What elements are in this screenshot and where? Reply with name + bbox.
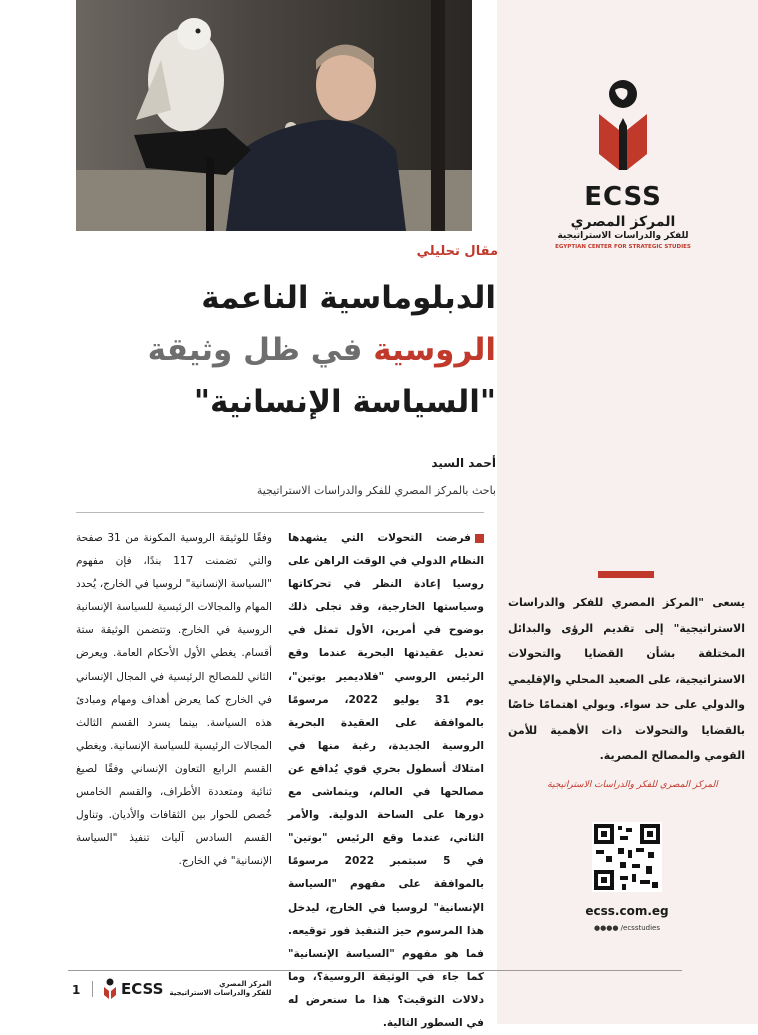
title-grey-words: في ظل وثيقة bbox=[147, 332, 363, 368]
footer-logo-icon bbox=[103, 978, 117, 1000]
author-name: أحمد السيد bbox=[431, 456, 496, 470]
logo-arabic-sub: للفكر والدراسات الاستراتيجية bbox=[557, 231, 689, 241]
footer-logo-arabic bbox=[169, 980, 271, 998]
logo-arabic-name: المركز المصري bbox=[570, 214, 676, 230]
logo-english-name: EGYPTIAN CENTER FOR STRATEGIC STUDIES bbox=[555, 244, 691, 250]
sidebar-accent-bar bbox=[598, 571, 654, 578]
qr-code-icon[interactable] bbox=[592, 822, 662, 892]
title-line-1: الدبلوماسية الناعمة bbox=[201, 280, 496, 316]
footer-logo bbox=[103, 975, 271, 1003]
title-line-3: "السياسة الإنسانية" bbox=[193, 384, 496, 420]
facebook-icon: ● bbox=[593, 924, 601, 932]
photo-icon bbox=[76, 0, 472, 231]
body-text-right: فرضت التحولات التي يشهدها النظام الدولي في الوقت الراهن على روسيا إعادة النظر في تحركاتها وسياستها الخارجية، وقد تجلى ذلك بوضوح في أمرين، الأول تمثل في تعديل عقيدتها البحرية عندما وقع الرئيس الروسي "فلاديمير بوتين"، يوم 31 يوليو 2022، مرسومًا بالموافقة على العقيدة البحرية الروسية الجديدة، رغبة منها في امتلاك أسطول بحري قوي يُدافع عن مصالحها في العالم، ويتماشى مع دورها على الساحة الدولية. والأمر الثاني، عندما وقع الرئيس "بوتين" في 5 سبتمبر 2022 مرسومًا بالموافقة على مفهوم "السياسة الإنسانية" لروسيا في الخارج، ليدخل هذا المرسوم حيز التنفيذ فور توقيعه. فما هو مفهوم "السياسة الإنسانية" كما جاء في الوثيقة الروسية؟، وما دلالات التوقيت؟ هذا ما سنعرض له في السطور التالية. bbox=[288, 532, 484, 1029]
sidebar-signature: المركز المصري للفكر والدراسات الاستراتيجية bbox=[547, 780, 718, 790]
logo-book-icon bbox=[593, 78, 653, 176]
footer-separator bbox=[92, 981, 93, 997]
footer-logo-ar1: المركز المصري bbox=[219, 980, 272, 988]
title-red-word: الروسية bbox=[373, 332, 496, 368]
footer-logo-ar2: للفكر والدراسات الاستراتيجية bbox=[169, 989, 272, 997]
logo-name: ECSS bbox=[584, 182, 662, 212]
youtube-icon: ● bbox=[612, 924, 619, 932]
social-handle-text: /ecsstudies bbox=[620, 924, 660, 932]
page-number: 1 bbox=[72, 983, 81, 997]
ecss-logo bbox=[548, 78, 698, 278]
article-title bbox=[116, 272, 496, 428]
article-photo bbox=[76, 0, 472, 231]
article-kicker: مقال تحليلي bbox=[416, 244, 498, 259]
divider bbox=[76, 512, 484, 513]
instagram-icon: ● bbox=[606, 924, 613, 932]
body-column-left: وفقًا للوثيقة الروسية المكونة من 31 صفحة والتي تضمنت 117 بندًا، فإن مفهوم "السياسة الإنسانية" لروسيا في الخارج، يُحدد المهام والمجالات الرئيسية للسياسة الإنسانية الروسية في الخارج. وتتضمن الوثيقة ستة أقسام. يغطي الأول الأحكام العامة. ويعرض الثاني للمصالح الرئيسية في المجال الإنساني في الخارج كما يعرض أهداف ومهام ومبادئ هذه السياسة. بينما يسرد القسم الثالث المجالات الرئيسية للسياسة الإنسانية. ويغطي القسم الرابع التعاون الإنساني وفقًا لصيغ ثنائية ومتعددة الأطراف، والقسم الخامس خُصص للحوار بين الثقافات والأديان. وتناول القسم السادس آليات تنفيذ "السياسة الإنسانية" في الخارج. bbox=[76, 532, 272, 868]
website-link[interactable]: ecss.com.eg bbox=[585, 904, 669, 918]
footer-divider bbox=[68, 970, 682, 971]
paragraph-marker-icon bbox=[475, 534, 484, 543]
social-handle bbox=[560, 924, 694, 932]
twitter-icon: ● bbox=[600, 924, 607, 932]
footer-logo-name: ECSS bbox=[121, 980, 164, 998]
title-line-2 bbox=[116, 324, 496, 376]
sidebar-about: يسعى "المركز المصري للفكر والدراسات الاستراتيجية" إلى تقديم الرؤى والبدائل المختلفة بشأن القضايا والتحولات الاستراتيجية، على الصعيد المحلي والإقليمي والدولي على حد سواء. ويولي اهتمامًا خاصًا بالقضايا والتحولات ذات الأهمية للأمن القومي والمصالح المصرية. bbox=[508, 596, 745, 762]
author-affiliation: باحث بالمركز المصري للفكر والدراسات الاستراتيجية bbox=[256, 484, 496, 497]
body-column-right bbox=[288, 527, 484, 1035]
